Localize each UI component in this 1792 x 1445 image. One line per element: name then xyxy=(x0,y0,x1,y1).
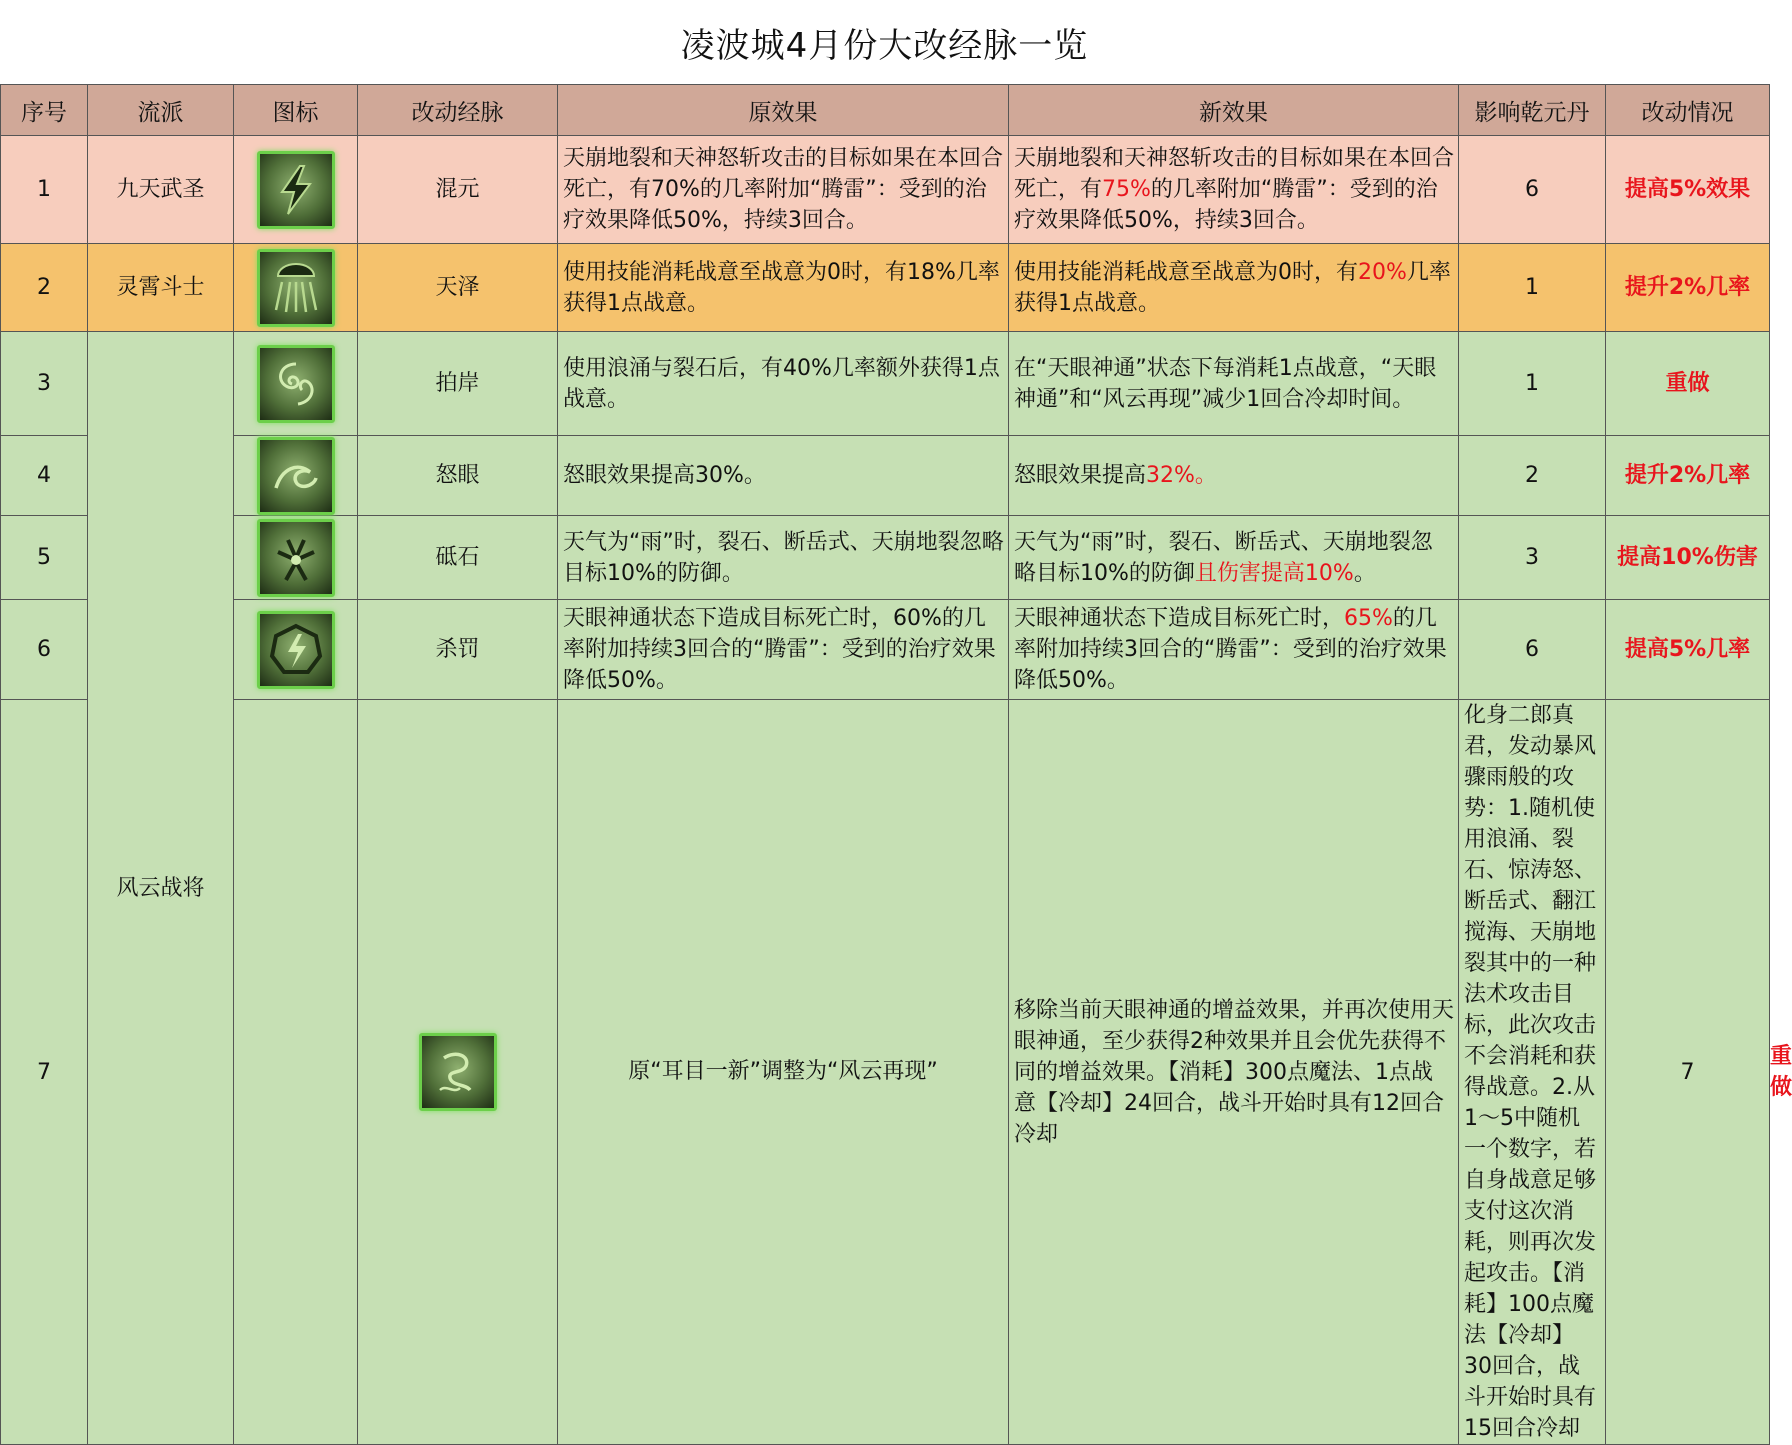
row-number: 3 xyxy=(1,332,88,436)
table-row xyxy=(1,436,1770,516)
old-effect: 怒眼效果提高30%。 xyxy=(558,436,1009,516)
header-no: 序号 xyxy=(1,85,88,136)
icon-cell xyxy=(234,516,358,600)
table-row: 7 原“耳目一新”调整为“风云再现” 移除当前天眼神通的增益效果，并再次使用天眼神通，至少获得2种效果并且会优先获得不同的增益效果。【消耗】300点魔法、1点战意【冷却】24回合，战斗开始时具有12回合冷却 化身二郎真君，发动暴风骤雨般的攻势：1.随机使用浪涌、裂石、惊涛怒、断岳式、翻江搅海、天崩地裂其中的一种法术攻击目标，此次攻击不会消耗和获得战意。2.从1～5中随机一个数字，若自身战意足够支付这次消耗，则再次发起攻击。【消耗】100点魔法【冷却】30回合，战斗开始时具有15回合冷却 7 重做 xyxy=(1,700,1770,1445)
school-cell: 灵霄斗士 xyxy=(88,244,234,332)
table-row xyxy=(1,332,1770,436)
header-new-effect: 新效果 xyxy=(1009,85,1459,136)
icon-cell xyxy=(358,700,558,1445)
row-number: 5 xyxy=(1,516,88,600)
cost-cell: 1 xyxy=(1459,332,1606,436)
icon-cell xyxy=(234,136,358,244)
header-meridian: 改动经脉 xyxy=(358,85,558,136)
header-old-effect: 原效果 xyxy=(558,85,1009,136)
school-cell: 风云战将 xyxy=(88,332,234,1445)
header-school: 流派 xyxy=(88,85,234,136)
new-effect: 怒眼效果提高32%。 xyxy=(1009,436,1459,516)
sun-rays-icon xyxy=(257,249,335,327)
icon-cell xyxy=(234,436,358,516)
cost-cell: 7 xyxy=(1606,700,1770,1445)
school-cell-empty xyxy=(234,700,358,1445)
change-cell: 提升2%几率 xyxy=(1606,244,1770,332)
old-effect: 天眼神通状态下造成目标死亡时，60%的几率附加持续3回合的“腾雷”：受到的治疗效果降低50%。 xyxy=(558,600,1009,700)
old-effect: 天气为“雨”时，裂石、断岳式、天崩地裂忽略目标10%的防御。 xyxy=(558,516,1009,600)
lightning-icon xyxy=(257,151,335,229)
row-number: 1 xyxy=(1,136,88,244)
page-title: 凌波城4月份大改经脉一览 xyxy=(680,25,1089,66)
header-cost: 影响乾元丹 xyxy=(1459,85,1606,136)
table-row xyxy=(1,516,1770,600)
meridian-name: 拍岸 xyxy=(358,332,558,436)
cost-cell: 6 xyxy=(1459,600,1606,700)
new-effect: 化身二郎真君，发动暴风骤雨般的攻势：1.随机使用浪涌、裂石、惊涛怒、断岳式、翻江搅海、天崩地裂其中的一种法术攻击目标，此次攻击不会消耗和获得战意。2.从1～5中随机一个数字，若自身战意足够支付这次消耗，则再次发起攻击。【消耗】100点魔法【冷却】30回合，战斗开始时具有15回合冷却 xyxy=(1459,700,1606,1445)
change-cell: 提高5%效果 xyxy=(1606,136,1770,244)
icon-cell xyxy=(234,600,358,700)
meridian-name: 砥石 xyxy=(358,516,558,600)
cost-cell: 1 xyxy=(1459,244,1606,332)
meridian-name: 天泽 xyxy=(358,244,558,332)
icon-cell xyxy=(234,244,358,332)
meridian-table xyxy=(0,84,1792,1445)
header-change: 改动情况 xyxy=(1606,85,1770,136)
cost-cell: 3 xyxy=(1459,516,1606,600)
old-effect: 使用浪涌与裂石后，有40%几率额外获得1点战意。 xyxy=(558,332,1009,436)
new-effect: 天眼神通状态下造成目标死亡时，65%的几率附加持续3回合的“腾雷”：受到的治疗效果降低50%。 xyxy=(1009,600,1459,700)
change-cell: 提升2%几率 xyxy=(1606,436,1770,516)
change-cell: 提高10%伤害 xyxy=(1606,516,1770,600)
row-number: 4 xyxy=(1,436,88,516)
meridian-name: 原“耳目一新”调整为“风云再现” xyxy=(558,700,1009,1445)
icon-cell xyxy=(234,332,358,436)
cost-cell: 6 xyxy=(1459,136,1606,244)
old-effect: 移除当前天眼神通的增益效果，并再次使用天眼神通，至少获得2种效果并且会优先获得不同的增益效果。【消耗】300点魔法、1点战意【冷却】24回合，战斗开始时具有12回合冷却 xyxy=(1009,700,1459,1445)
row-number: 6 xyxy=(1,600,88,700)
change-cell: 重做 xyxy=(1606,332,1770,436)
new-effect: 天崩地裂和天神怒斩攻击的目标如果在本回合死亡，有75%的几率附加“腾雷”：受到的治疗效果降低50%，持续3回合。 xyxy=(1009,136,1459,244)
table-row xyxy=(1,600,1770,700)
dragon-icon xyxy=(419,1033,497,1111)
meridian-name: 怒眼 xyxy=(358,436,558,516)
new-effect: 使用技能消耗战意至战意为0时，有20%几率获得1点战意。 xyxy=(1009,244,1459,332)
old-effect: 天崩地裂和天神怒斩攻击的目标如果在本回合死亡，有70%的几率附加“腾雷”：受到的治疗效果降低50%，持续3回合。 xyxy=(558,136,1009,244)
change-cell: 提高5%几率 xyxy=(1606,600,1770,700)
header-icon: 图标 xyxy=(234,85,358,136)
table-row xyxy=(1,244,1770,332)
wave-icon xyxy=(257,437,335,515)
old-effect: 使用技能消耗战意至战意为0时，有18%几率获得1点战意。 xyxy=(558,244,1009,332)
meridian-name: 杀罚 xyxy=(358,600,558,700)
row-number: 7 xyxy=(1,700,88,1445)
new-effect: 在“天眼神通”状态下每消耗1点战意，“天眼神通”和“风云再现”减少1回合冷却时间。 xyxy=(1009,332,1459,436)
school-cell: 九天武圣 xyxy=(88,136,234,244)
header-row xyxy=(1,85,1770,136)
swirl-icon xyxy=(257,345,335,423)
table-row xyxy=(1,136,1770,244)
meridian-name: 混元 xyxy=(358,136,558,244)
cost-cell: 2 xyxy=(1459,436,1606,516)
new-effect: 天气为“雨”时，裂石、断岳式、天崩地裂忽略目标10%的防御且伤害提高10%。 xyxy=(1009,516,1459,600)
thunder-seal-icon xyxy=(257,611,335,689)
row-number: 2 xyxy=(1,244,88,332)
rock-burst-icon xyxy=(257,519,335,597)
